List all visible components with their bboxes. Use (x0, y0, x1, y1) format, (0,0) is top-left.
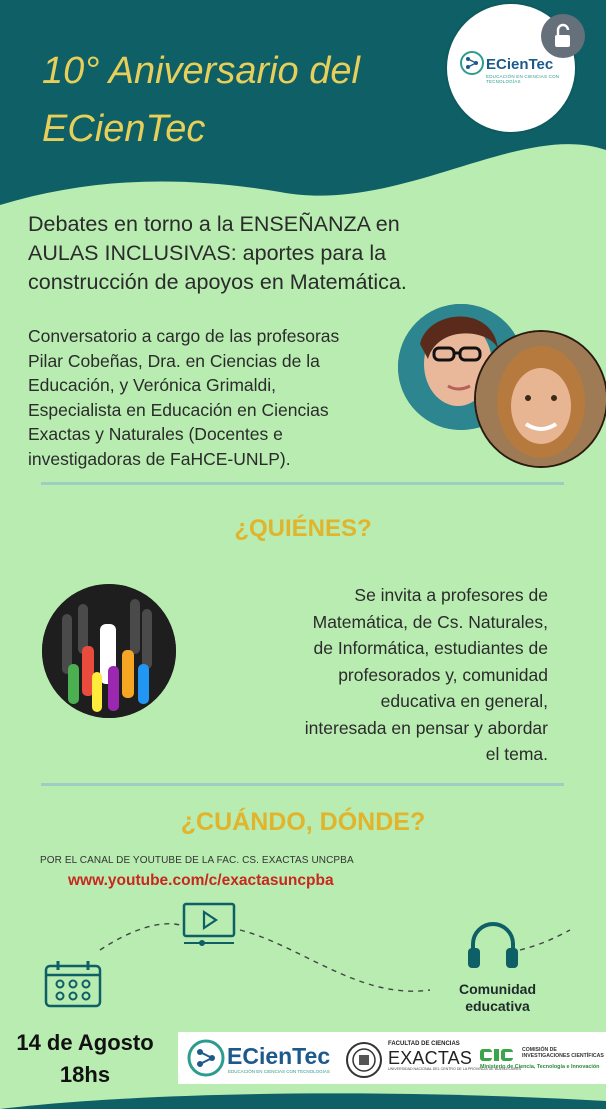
youtube-link[interactable]: www.youtube.com/c/exactasuncpba (68, 872, 334, 889)
description-line: investigadoras de FaHCE-UNLP). (28, 448, 291, 469)
invitation-line: Matemática, de Cs. Naturales, (312, 611, 548, 632)
section-divider (41, 783, 564, 786)
heading-line: AULAS INCLUSIVAS: aportes para la (28, 241, 387, 265)
invitation-line: interesada en pensar y abordar (304, 717, 548, 738)
youtube-channel-label: POR EL CANAL DE YOUTUBE DE LA FAC. CS. EXACTAS UNCPBA (40, 855, 354, 866)
logo-name: ECienTec (486, 56, 554, 73)
heading-line: construcción de apoyos en Matemática. (28, 270, 407, 294)
time-text: 18hs (59, 1062, 111, 1087)
invitation-line: el tema. (485, 744, 548, 764)
cic-label-line: COMISIÓN DE (522, 1047, 557, 1053)
date-text: 14 de Agosto (16, 1030, 154, 1055)
heading-line: Debates en torno a la ENSEÑANZA en (28, 212, 400, 236)
community-line: Comunidad (459, 981, 536, 997)
description-line: Especialista en Educación en Ciencias (28, 399, 329, 420)
when-where-section-title: ¿CUÁNDO, DÓNDE? (180, 808, 426, 836)
circuit-logo-icon (459, 50, 485, 76)
speaker-photo-2 (474, 330, 606, 468)
description-line: Conversatorio a cargo de las profesoras (28, 326, 340, 346)
calendar-icon (44, 960, 102, 1008)
logo-tagline: EDUCACIÓN EN CIENCIAS CON TECNOLOGÍAS (486, 74, 560, 84)
cic-label-line: INVESTIGACIONES CIENTÍFICAS (522, 1053, 604, 1059)
unlock-icon (541, 14, 585, 58)
talk-heading (28, 210, 588, 297)
community-line: educativa (465, 998, 530, 1014)
section-divider (41, 482, 564, 485)
invitation-text (262, 582, 548, 768)
raised-hands-image (42, 584, 176, 718)
community-label (440, 981, 555, 1015)
footer-logo-name: ECienTec (227, 1043, 331, 1069)
description-line: Exactas y Naturales (Docentes e (28, 424, 283, 444)
description-line: Pilar Cobeñas, Dra. en Ciencias de la (28, 350, 320, 371)
cic-logo-icon (480, 1047, 520, 1063)
cic-label (522, 1047, 604, 1059)
invitation-line: de Informática, estudiantes de (313, 638, 548, 658)
video-player-icon (182, 902, 236, 948)
unlock-button[interactable] (541, 14, 585, 58)
invitation-line: educativa en general, (380, 691, 548, 711)
exactas-name: EXACTAS (388, 1048, 473, 1068)
exactas-subtitle: UNIVERSIDAD NACIONAL DEL CENTRO DE LA PROVINCIA DE BUENOS AIRES (388, 1067, 522, 1071)
who-section-title: ¿QUIÉNES? (234, 515, 372, 542)
invitation-line: profesorados y, comunidad (338, 664, 548, 685)
headphones-icon (465, 918, 521, 970)
event-title (42, 42, 402, 158)
footer-logo-tagline: EDUCACIÓN EN CIENCIAS CON TECNOLOGÍAS (228, 1069, 330, 1074)
event-date (0, 1027, 170, 1091)
invitation-line: Se invita a profesores de (354, 585, 548, 605)
bottom-wave (0, 1089, 606, 1109)
title-line-1: 10° Aniversario del (42, 50, 360, 92)
title-line-2: ECienTec (42, 108, 206, 150)
speakers-description (28, 324, 408, 471)
exactas-top-label: FACULTAD DE CIENCIAS (388, 1041, 460, 1047)
description-line: Educación, y Verónica Grimaldi, (28, 375, 277, 395)
ecientec-footer-icon (186, 1038, 226, 1078)
cic-ministry-label: Ministerio de Ciencia, Tecnología e Innovación (480, 1064, 600, 1070)
university-seal-icon (345, 1041, 383, 1079)
